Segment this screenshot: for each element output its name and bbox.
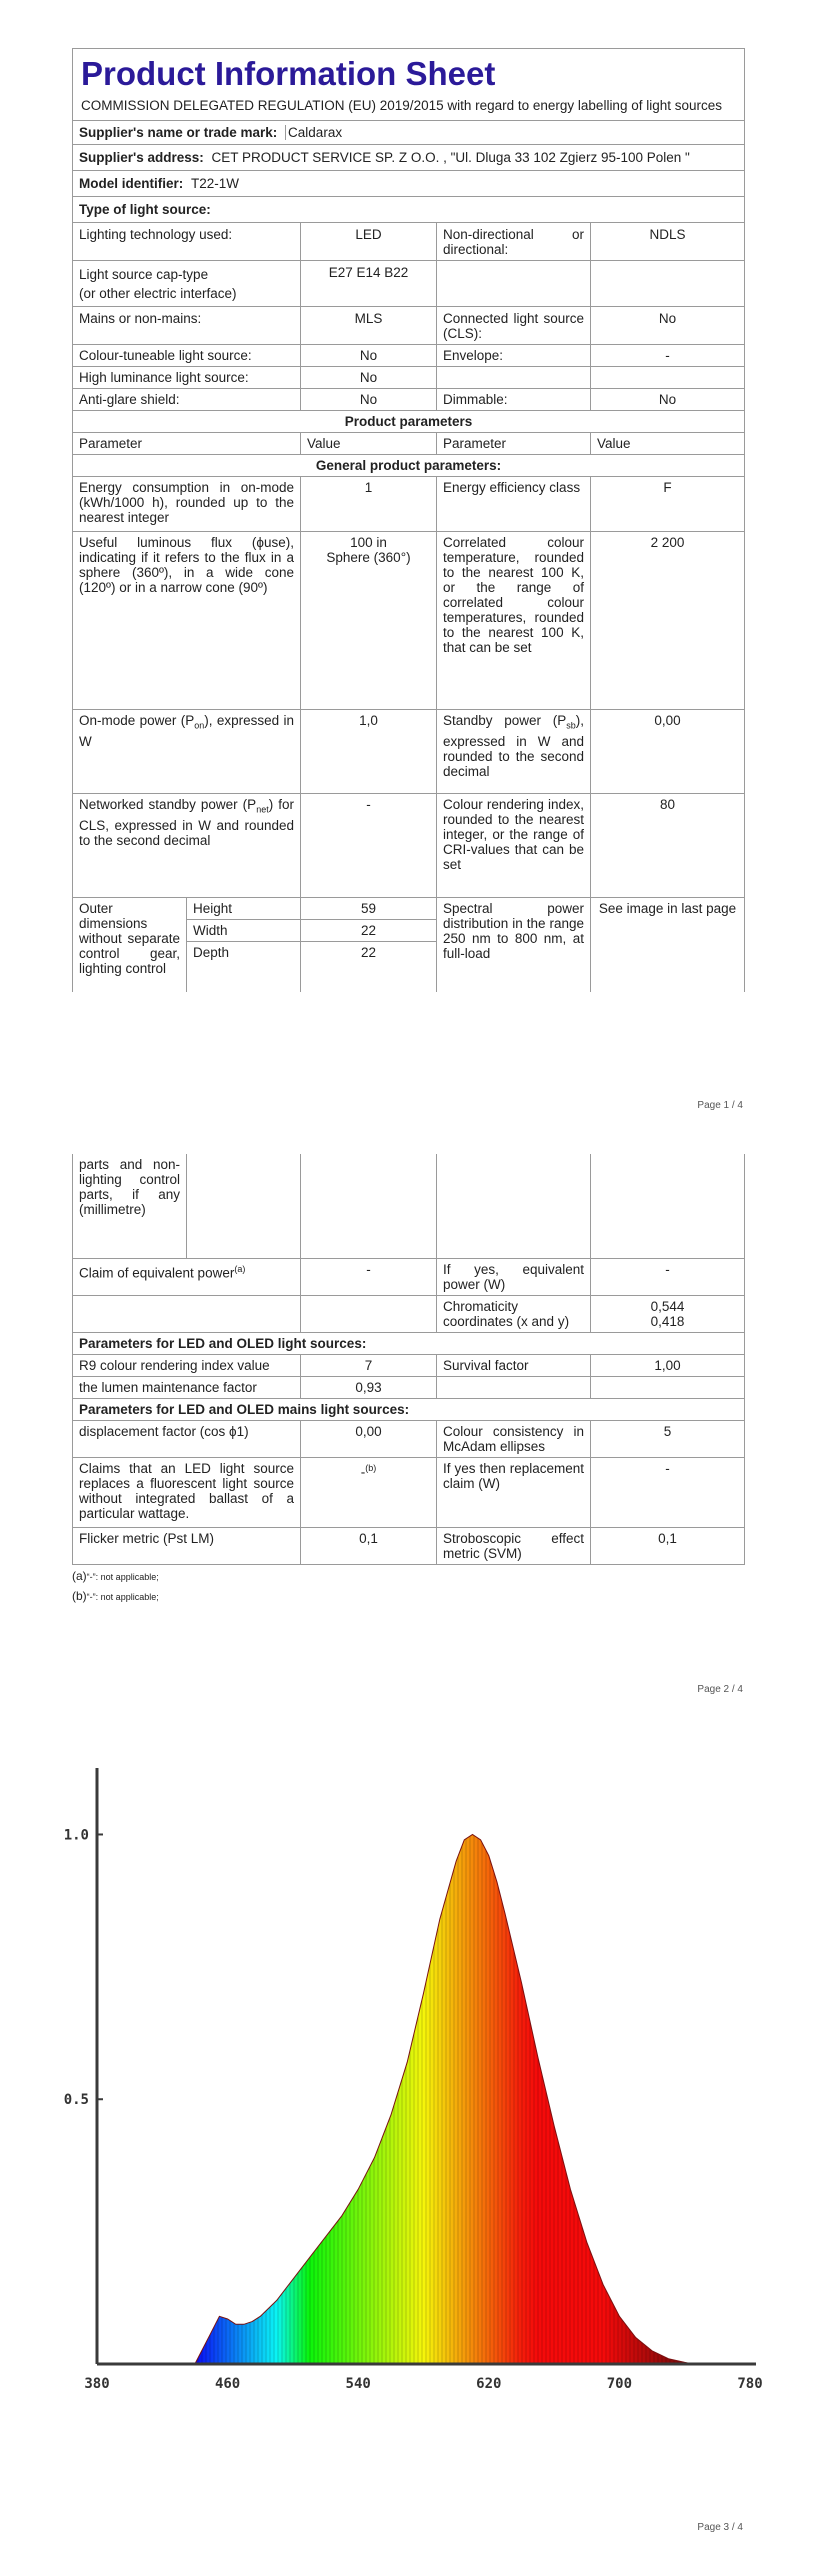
page-number-1: Page 1 / 4	[697, 1100, 743, 1111]
page-title: Product Information Sheet	[81, 55, 496, 92]
claim-row	[73, 1258, 745, 1295]
dimensions-label-part1: Outer dimensions without separate control gear, lighting control	[73, 898, 187, 992]
height-row	[73, 898, 745, 920]
displacement-label: displacement factor (cos ϕ1)	[73, 1420, 301, 1457]
survival-label: Survival factor	[437, 1354, 591, 1376]
spectral-distribution-chart	[0, 1740, 815, 2460]
model-row	[73, 171, 745, 197]
chroma-x: 0,544	[650, 1298, 685, 1314]
networked-label: Networked standby power $(P_{net})$ for CLS, expressed in W and rounded to the second decimal	[73, 794, 301, 898]
survival-value: 1,00	[591, 1354, 745, 1376]
networked-value: -	[301, 794, 437, 898]
width-value: 22	[301, 920, 437, 942]
tune-label: Colour-tuneable light source:	[73, 345, 301, 367]
cap-value: E27 E14 B22	[301, 261, 437, 307]
highlum-label: High luminance light source:	[73, 367, 301, 389]
displacement-value: 0,00	[301, 1420, 437, 1457]
supplier-name-value: Caldarax	[285, 125, 342, 140]
model-value: T22-1W	[191, 176, 240, 191]
flicker-row	[73, 1527, 745, 1564]
height-label: Height	[187, 898, 301, 920]
cap-label-2: (or other electric interface)	[79, 286, 237, 301]
dimmable-label: Dimmable:	[437, 389, 591, 411]
height-value: 59	[301, 898, 437, 920]
dimmable-value: No	[591, 389, 745, 411]
flux-row	[73, 532, 745, 710]
standby-value: 0,00	[591, 710, 745, 794]
replacement-label: If yes then replacement claim (W)	[437, 1457, 591, 1527]
consistency-label: Colour consistency in McAdam ellipses	[437, 1420, 591, 1457]
width-label: Width	[187, 920, 301, 942]
eqpower-value: -	[591, 1258, 745, 1295]
page-2	[0, 1140, 815, 1700]
general-heading-row	[73, 455, 745, 477]
led-heading-row	[73, 1332, 745, 1354]
r9-value: 7	[301, 1354, 437, 1376]
mains-heading: Parameters for LED and OLED mains light sources:	[73, 1398, 745, 1420]
cri-label: Colour rendering index, rounded to the nearest integer, or the range of CRI-values that can be set	[437, 794, 591, 898]
supplier-address-row	[73, 145, 745, 171]
tune-value: No	[301, 345, 437, 367]
claim-value: -	[301, 1258, 437, 1295]
title-cell	[73, 49, 745, 121]
page-number-3: Page 3 / 4	[697, 2522, 743, 2533]
spd-value: See image in last page	[591, 898, 745, 992]
maintenance-value: 0,93	[301, 1376, 437, 1398]
flux-value-1: 100 in	[350, 535, 387, 550]
highlum-value: No	[301, 367, 437, 389]
mains-row	[73, 307, 745, 345]
depth-label: Depth	[187, 942, 301, 992]
x-tick-label: 780	[737, 2376, 763, 2392]
highlum-row	[73, 367, 745, 389]
tech-label: Lighting technology used:	[73, 223, 301, 261]
supplier-address-label: Supplier's address:	[79, 150, 204, 165]
standby-label: Standby power $(P_{sb})$, expressed in W and rounded to the second decimal	[437, 710, 591, 794]
claim-label: Claim of equivalent power$^{(a)}$	[73, 1258, 301, 1295]
y-tick-label: 0.5	[63, 2092, 89, 2109]
glare-value: No	[301, 389, 437, 411]
dir-value: NDLS	[591, 223, 745, 261]
tech-row	[73, 223, 745, 261]
col-value-1: Value	[301, 433, 437, 455]
envelope-label: Envelope:	[437, 345, 591, 367]
tech-value: LED	[301, 223, 437, 261]
chroma-label: Chromaticity coordinates (x and y)	[437, 1295, 591, 1332]
r9-row	[73, 1354, 745, 1376]
eff-label: Energy efficiency class	[437, 477, 591, 532]
cls-label: Connected light source (CLS):	[437, 307, 591, 345]
footnotes	[72, 1567, 744, 1607]
params-heading-row	[73, 411, 745, 433]
cap-row	[73, 261, 745, 307]
supplier-name-label: Supplier's name or trade mark:	[79, 125, 278, 140]
x-tick-label: 700	[606, 2376, 633, 2392]
info-table-page-1	[72, 48, 745, 992]
displacement-row	[73, 1420, 745, 1457]
mains-heading-row	[73, 1398, 745, 1420]
cct-label: Correlated colour temperature, rounded to the nearest 100 K, or the range of correlated colour temperatures, rounded to the nearest 100 K, that can be set	[437, 532, 591, 710]
x-tick-label: 540	[345, 2376, 371, 2392]
onpower-label: On-mode power $(P_{on})$, expressed in W	[73, 710, 301, 794]
svm-label: Stroboscopic effect metric (SVM)	[437, 1527, 591, 1564]
consistency-value: 5	[591, 1420, 745, 1457]
onpower-row	[73, 710, 745, 794]
mains-label: Mains or non-mains:	[73, 307, 301, 345]
cct-value: 2 200	[591, 532, 745, 710]
x-tick-label: 380	[84, 2376, 110, 2392]
footnote-b: (b)“-”: not applicable;	[72, 1588, 159, 1603]
eqpower-label: If yes, equivalent power (W)	[437, 1258, 591, 1295]
page-1	[0, 0, 815, 1140]
r9-label: R9 colour rendering index value	[73, 1354, 301, 1376]
glare-row	[73, 389, 745, 411]
dir-label: Non-directional or directional:	[437, 223, 591, 261]
maintenance-label: the lumen maintenance factor	[73, 1376, 301, 1398]
col-param-2: Parameter	[437, 433, 591, 455]
chroma-y: 0,418	[650, 1313, 685, 1329]
general-heading: General product parameters:	[73, 455, 745, 477]
dimensions-continued-row	[73, 1154, 745, 1258]
glare-label: Anti-glare shield:	[73, 389, 301, 411]
chroma-row	[73, 1295, 745, 1332]
x-tick-label: 460	[214, 2376, 241, 2392]
params-heading: Product parameters	[73, 411, 745, 433]
sheet-page-1	[72, 48, 744, 992]
y-tick-label: 1.0	[63, 1827, 89, 1844]
claims-value: -$^{(b)}$	[301, 1457, 437, 1527]
page-number-2: Page 2 / 4	[697, 1684, 743, 1695]
flux-label: Useful luminous flux (ϕuse), indicating if it refers to the flux in a sphere (360º), in a wide cone (120º) or in a narrow cone (90º)	[73, 532, 301, 710]
led-heading: Parameters for LED and OLED light sources:	[73, 1332, 745, 1354]
energy-row	[73, 477, 745, 532]
flux-value-2: Sphere (360°)	[326, 550, 411, 565]
col-param-1: Parameter	[73, 433, 301, 455]
tune-row	[73, 345, 745, 367]
info-table-page-2	[72, 1154, 745, 1565]
x-tick-label: 620	[476, 2376, 502, 2392]
spectrum-area	[0, 1740, 815, 2460]
dimensions-label-part2: parts and non-lighting control parts, if any (millimetre)	[73, 1154, 187, 1258]
energy-label: Energy consumption in on-mode (kWh/1000 h), rounded up to the nearest integer	[73, 477, 301, 532]
col-value-2: Value	[591, 433, 745, 455]
claims-row	[73, 1457, 745, 1527]
page-3	[0, 1740, 815, 2560]
type-label: Type of light source:	[73, 197, 745, 223]
cri-value: 80	[591, 794, 745, 898]
maintenance-row	[73, 1376, 745, 1398]
mains-value: MLS	[301, 307, 437, 345]
replacement-value: -	[591, 1457, 745, 1527]
supplier-name-row	[73, 121, 745, 145]
energy-value: 1	[301, 477, 437, 532]
sheet-page-2	[72, 1154, 744, 1607]
eff-value: F	[591, 477, 745, 532]
claims-label: Claims that an LED light source replaces a fluorescent light source without integrated ballast of a particular wattage.	[73, 1457, 301, 1527]
footnote-a: (a)“-”: not applicable;	[72, 1568, 159, 1583]
networked-row	[73, 794, 745, 898]
page-subtitle: COMMISSION DELEGATED REGULATION (EU) 2019/2015 with regard to energy labelling of light sources	[81, 98, 722, 113]
depth-value: 22	[301, 942, 437, 992]
params-columns-row	[73, 433, 745, 455]
onpower-value: 1,0	[301, 710, 437, 794]
cap-label-1: Light source cap-type	[79, 267, 209, 282]
cls-value: No	[591, 307, 745, 345]
supplier-address-value: CET PRODUCT SERVICE SP. Z O.O. , "Ul. Dluga 33 102 Zgierz 95-100 Polen "	[211, 150, 690, 165]
svm-value: 0,1	[591, 1527, 745, 1564]
model-label: Model identifier:	[79, 176, 184, 191]
flicker-value: 0,1	[301, 1527, 437, 1564]
type-row	[73, 197, 745, 223]
flicker-label: Flicker metric (Pst LM)	[73, 1527, 301, 1564]
envelope-value: -	[591, 345, 745, 367]
spd-label: Spectral power distribution in the range 250 nm to 800 nm, at full-load	[437, 898, 591, 992]
